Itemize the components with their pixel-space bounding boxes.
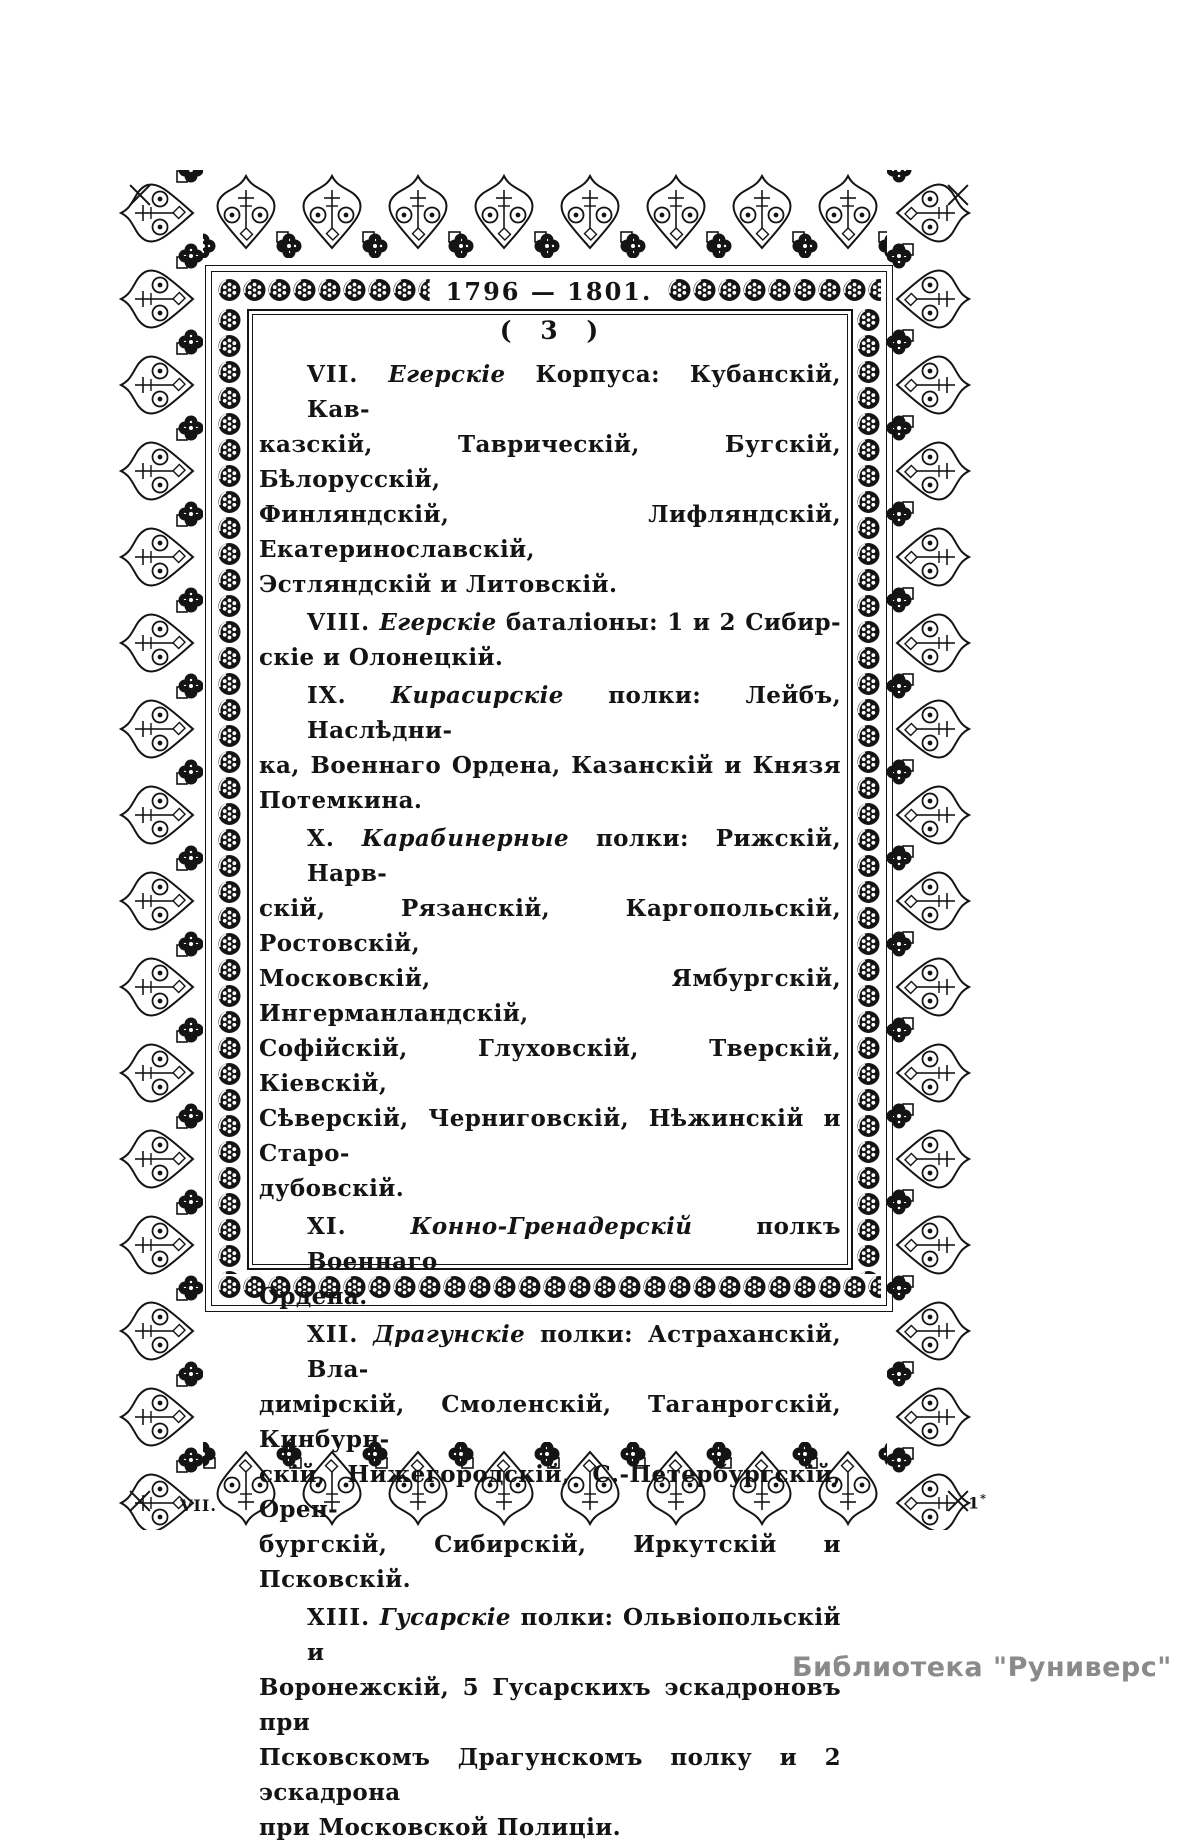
page-number: ( 3 ) [499, 316, 601, 345]
line-text: Корпуса: Кубанскій, Кав- [307, 361, 841, 423]
text-line: Воронежскій, 5 Гусарскихъ эскадроновъ при [259, 1674, 841, 1736]
rosette-band-right [856, 307, 882, 1274]
paragraph [259, 678, 841, 818]
rosette-band-left [217, 307, 243, 1274]
text-line: Ордена. [259, 1283, 368, 1310]
unit-type-italic: Кирасирскіе [391, 682, 564, 709]
line-text: полки: Лейбъ, Наслѣдни- [307, 682, 841, 744]
text-line [259, 1317, 841, 1387]
text-line: казскій, Таврическій, Бугскій, Бѣлорусскій, [259, 431, 841, 493]
roman-numeral: X. [307, 825, 335, 852]
rosette-band-top [217, 277, 881, 307]
text-line: скіе и Олонецкій. [259, 644, 504, 671]
line-text: полки: Ольвіопольскій и [307, 1604, 841, 1666]
text-line: димірскій, Смоленскій, Таганрогскій, Кинбурн- [259, 1391, 841, 1453]
text-line: бургскій, Сибирскій, Иркутскій и Псковскій. [259, 1531, 841, 1593]
corner-ornament-x [127, 1488, 153, 1514]
unit-type-italic: Гусарскіе [379, 1604, 511, 1631]
paragraph [259, 357, 841, 602]
text-line: Софійскій, Глуховскій, Тверскій, Кіевскій, [259, 1035, 841, 1097]
paragraph [259, 1209, 841, 1314]
roman-numeral: IX. [307, 682, 347, 709]
line-text: полки: Астраханскій, Вла- [307, 1321, 841, 1383]
ornamental-border-top [203, 170, 887, 258]
quire-mark-star: * [980, 1492, 987, 1505]
unit-type-italic: Егерскіе [388, 361, 506, 388]
text-line: Псковскомъ Драгунскомъ полку и 2 эскадрона [259, 1744, 841, 1806]
paragraph [259, 821, 841, 1206]
quire-mark-number: 1 [968, 1493, 981, 1513]
roman-numeral: VII. [307, 361, 359, 388]
text-line: скій, Рязанскій, Каргопольскій, Ростовскій, [259, 895, 841, 957]
corner-ornament-x [127, 182, 153, 208]
corner-ornament-x [945, 182, 971, 208]
roman-numeral: XII. [307, 1321, 359, 1348]
text-line [259, 357, 841, 427]
header-years: 1796 — 1801. [430, 275, 669, 309]
paragraphs [259, 357, 841, 1848]
text-line: Московскій, Ямбургскій, Ингерманландскій, [259, 965, 841, 1027]
text-line: при Московской Полиціи. [259, 1814, 622, 1841]
text-line [259, 1600, 841, 1670]
unit-type-italic: Карабинерные [361, 825, 570, 852]
roman-numeral: XI. [307, 1213, 347, 1240]
line-text: полкъ Военнаго [307, 1213, 841, 1275]
paragraph [259, 1317, 841, 1597]
roman-numeral: VIII. [307, 609, 371, 636]
text-line [259, 821, 841, 891]
text-line: Эстляндскій и Литовскій. [259, 571, 618, 598]
unit-type-italic: Драгунскіе [373, 1321, 526, 1348]
text-line: скій, Нижегородскій, С.-Петербургскій, Орен- [259, 1461, 841, 1523]
text-line: Финляндскій, Лифляндскій, Екатеринославскій, [259, 501, 841, 563]
quire-mark-right [968, 1492, 987, 1512]
unit-type-italic: Егерскіе [379, 609, 497, 636]
paragraph [259, 1600, 841, 1845]
library-watermark: Библиотека "Руниверс" [792, 1652, 1172, 1683]
text-line: ка, Военнаго Ордена, Казанскій и Князя [259, 752, 841, 779]
ornamental-border-left [115, 170, 203, 1530]
text-line [259, 605, 841, 640]
text-line: Сѣверскій, Черниговскій, Нѣжинскій и Старо- [259, 1105, 841, 1167]
line-text: полки: Рижскій, Нарв- [307, 825, 841, 887]
paragraph [259, 605, 841, 675]
text-line: дубовскій. [259, 1175, 405, 1202]
line-text: баталіоны: 1 и 2 Сибир- [505, 609, 841, 636]
text-line: Потемкина. [259, 787, 423, 814]
quire-mark-left: VII. [180, 1496, 217, 1515]
text-line [259, 1209, 841, 1279]
unit-type-italic: Конно-Гренадерскій [410, 1213, 693, 1240]
text-line [259, 678, 841, 748]
roman-numeral: XIII. [307, 1604, 371, 1631]
ornamental-border-right [887, 170, 975, 1530]
